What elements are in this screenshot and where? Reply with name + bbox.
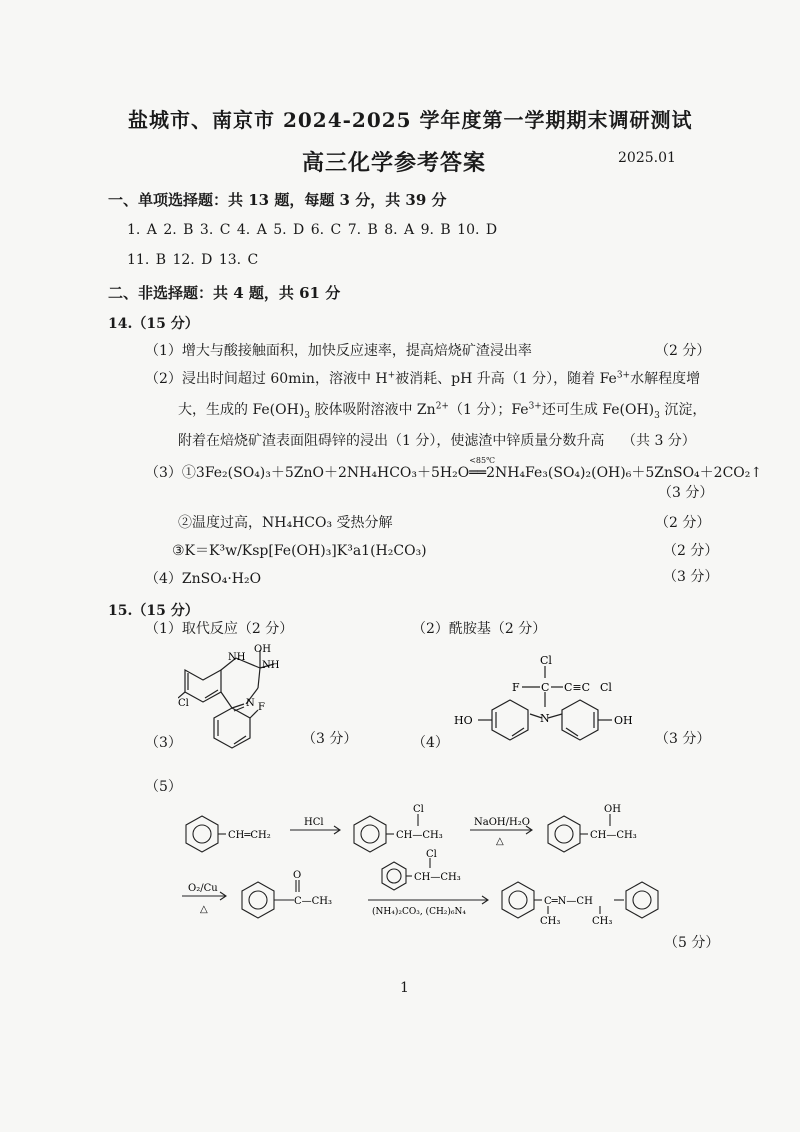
q14-points-4: （3 分） <box>663 569 719 585</box>
route-oh: OH <box>604 804 621 815</box>
reaction-condition: <85℃ <box>469 456 496 465</box>
route-ketone-o: O <box>293 870 302 881</box>
s3-nh-ring: NH <box>228 652 246 663</box>
s4-cl-right: Cl <box>600 681 612 694</box>
q14-answer-2-line-1: （2）浸出时间超过 60min，溶液中 H+被消耗、pH 升高（1 分），随着 $Fe^{3+}$水解程度增 <box>145 370 701 387</box>
route-reagent-o2cu: O₂/Cu <box>188 883 218 894</box>
q15-label-4: （4） <box>412 735 449 751</box>
section-heading-2: 二、非选择题：共 4 题，共 61 分 <box>108 284 341 302</box>
s4-oh: OH <box>614 714 633 727</box>
route-styrene: CH═CH₂ <box>228 830 271 841</box>
s4-n: N <box>540 712 550 725</box>
q14-equation: （3）①3Fe₂(SO₄)₃＋5ZnO＋2NH₄HCO₃＋5H₂O <85℃ ══2NH₄Fe₃(SO₄)₂(OH)₆＋5ZnSO₄＋2CO₂↑ <box>145 456 763 481</box>
synthesis-route-diagram <box>180 800 700 930</box>
s3-cl: Cl <box>178 698 189 709</box>
section-heading-1: 一、单项选择题：共 13 题，每题 3 分，共 39 分 <box>108 191 447 209</box>
s4-f: F <box>512 681 520 694</box>
s4-c: C <box>541 681 550 694</box>
q14-points-3a: （3 分） <box>658 485 714 501</box>
route-reagent-bottom: (NH₄)₂CO₃, (CH₂)₆N₄ <box>372 907 467 917</box>
q15-answer-1: （1）取代反应（2 分） <box>145 621 294 637</box>
q15-label-3: （3） <box>145 735 182 751</box>
q15-answer-2: （2）酰胺基（2 分） <box>412 621 547 637</box>
q14-answer-3c: ③K＝K³w/Ksp[Fe(OH)₃]K³a1(H₂CO₃) <box>172 543 427 559</box>
q14-points-1: （2 分） <box>655 343 711 359</box>
s4-ho: HO <box>454 714 473 727</box>
q15-points-3: （3 分） <box>302 731 358 747</box>
route-ch3-a: CH₃ <box>540 916 561 927</box>
q14-points-3b: （2 分） <box>655 515 711 531</box>
s3-nh-methyl: NH <box>262 660 280 671</box>
answers-row-1: 1. A 2. B 3. C 4. A 5. D 6. C 7. B 8. A 9. B 10. D <box>127 222 498 238</box>
route-reagent-hcl: HCl <box>304 817 324 828</box>
page-number: 1 <box>400 980 409 996</box>
route-ketone: C—CH₃ <box>294 896 333 907</box>
route-cl-a: Cl <box>413 804 424 815</box>
q14-label: 14.（15 分） <box>108 316 199 332</box>
q15-points-4: （3 分） <box>655 731 711 747</box>
q14-answer-4: （4）ZnSO₄·H₂O <box>145 571 262 587</box>
route-delta-2: △ <box>200 904 208 915</box>
route-alcohol: CH—CH₃ <box>590 830 637 841</box>
s3-oh: OH <box>254 644 271 655</box>
structure-3-diagram <box>178 640 288 785</box>
q14-answer-2-line-2: 大，生成的 $Fe(OH)_3$ 胶体吸附溶液中 $Zn^{2+}(1$ 分）；$Fe^{3+}$还可生成 $Fe(OH)_3$ 沉淀， <box>178 401 707 421</box>
route-reagent-top: CH—CH₃ <box>414 872 461 883</box>
route-ch3-b: CH₃ <box>592 916 613 927</box>
route-delta-1: △ <box>496 836 504 847</box>
q14-points-2: （共 3 分） <box>622 433 696 449</box>
document-title: 盐城市、南京市 2024-2025 学年度第一学期期末调研测试 <box>128 108 693 132</box>
route-chloride: CH—CH₃ <box>396 830 443 841</box>
q14-answer-2-line-3: 附着在焙烧矿渣表面阻碍锌的浸出（1 分），使滤渣中锌质量分数升高 <box>178 433 605 449</box>
s3-f: F <box>258 702 265 713</box>
q15-points-5: （5 分） <box>664 935 720 951</box>
document-date: 2025.01 <box>618 150 676 166</box>
s4-cl-top: Cl <box>540 654 552 667</box>
q14-answer-1: （1）增大与酸接触面积，加快反应速率，提高焙烧矿渣浸出率 <box>145 343 532 359</box>
q15-label: 15.（15 分） <box>108 603 199 619</box>
route-reagent-naoh: NaOH/H₂O <box>474 817 530 828</box>
document-subtitle: 高三化学参考答案 <box>302 150 487 176</box>
q15-label-5: （5） <box>145 779 182 795</box>
structure-4-diagram <box>440 652 670 752</box>
route-cl-b: Cl <box>426 849 437 860</box>
q14-answer-3b: ②温度过高，NH₄HCO₃ 受热分解 <box>178 515 393 531</box>
s4-alkyne: C≡C <box>564 681 591 694</box>
answers-row-2: 11. B 12. D 13. C <box>127 252 259 268</box>
s3-n: N <box>246 698 255 709</box>
q14-points-3c: （2 分） <box>663 543 719 559</box>
route-imine: C═N—CH <box>544 896 593 907</box>
